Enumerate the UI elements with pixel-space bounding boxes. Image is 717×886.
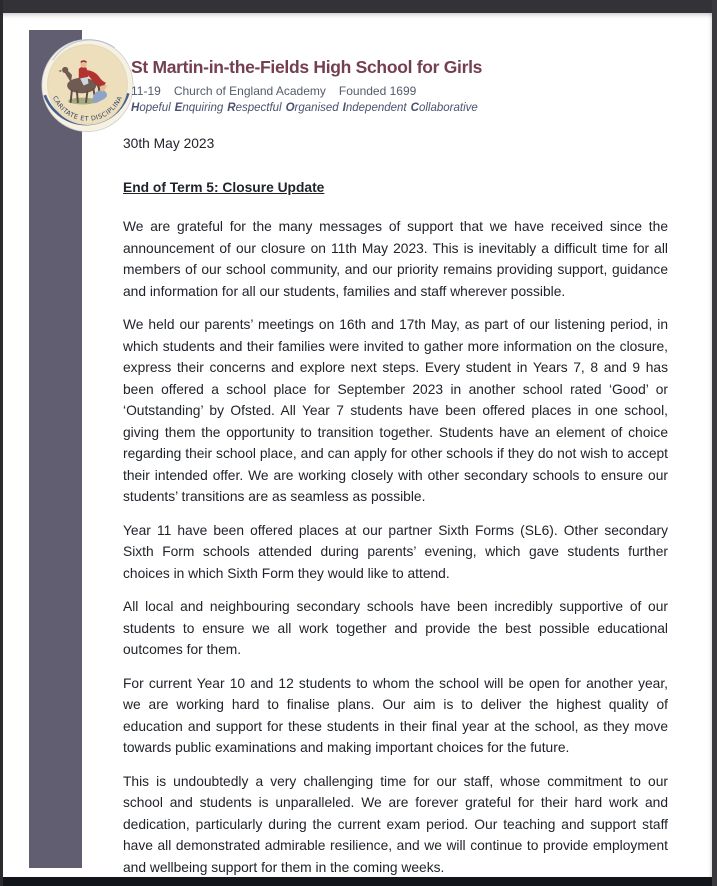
- paragraph-support-messages: We are grateful for the many messages of support that we have received since the announcement of our closure on 11th May 2023. This is inevitably a difficult time for all members of our school community, and our priority remains providing support, guidance and information for all our students, families and staff wherever possible.: [123, 219, 668, 299]
- paragraph-year10-12-plans: For current Year 10 and 12 students to whom the school will be open for another year, we are working hard to finalise plans. Our aim is to deliver the highest quality of education and support for these students in their final year at the school, as they move towards public examinations and making important choices for the future.: [123, 675, 668, 755]
- school-motto: [131, 102, 482, 114]
- paragraph-year11-sixth-forms: Year 11 have been offered places at our partner Sixth Forms (SL6). Other secondary Sixth Form schools attended during parents’ evening, which gave students further choices in which Sixth Form they would like to attend.: [123, 522, 668, 581]
- viewer-frame-bottom: [0, 877, 717, 886]
- academy-type-label: Church of England Academy: [173, 84, 326, 98]
- school-subtitle: [131, 84, 482, 98]
- crest-ring-text: CARITATE ET DISCIPLINA: [50, 94, 125, 123]
- paragraph-staff-commitment: This is undoubtedly a very challenging time for our staff, whose commitment to our school and students is unparalleled. We are forever grateful for their hard work and dedication, particularly during the current exam period. Our teaching and support staff have all demonstrated admirable resilience, and we will continue to provide employment and wellbeing support for them in the coming weeks.: [123, 773, 668, 875]
- motto-word: Collaborative: [410, 102, 478, 114]
- age-range-label: 11-19: [131, 84, 161, 98]
- paragraph-local-schools: All local and neighbouring secondary schools have been incredibly supportive of our students to ensure we all work together and provide the best possible educational outcomes for them.: [123, 599, 668, 657]
- viewer-frame-top: [0, 0, 717, 13]
- letterhead: [131, 57, 482, 114]
- viewer-frame-left: [0, 0, 3, 886]
- paragraph-parents-meetings: We held our parents’ meetings on 16th and 17th May, as part of our listening period, in which students and their families were invited to gather more information on the closure, express their concerns and explore next steps. Every student in Years 7, 8 and 9 has been offered a school place for September 2023 in another school rated ‘Good’ or ‘Outstanding’ by Ofsted. All Year 7 students have been offered places in one school, giving them the opportunity to transition together. Students have an element of choice regarding their school place, and can apply for other schools if they do not wish to accept their intended offer. We are working closely with other secondary schools to ensure our students’ transitions are as seamless as possible.: [123, 317, 668, 504]
- founded-label: Founded 1699: [338, 84, 417, 98]
- school-crest-icon: [39, 37, 136, 134]
- motto-word: Respectful: [227, 102, 282, 114]
- letter-date: 30th May 2023: [123, 136, 215, 151]
- motto-word: Enquiring: [174, 102, 224, 114]
- motto-word: Independent: [342, 102, 407, 114]
- letter-heading-text: End of Term 5: Closure Update: [123, 179, 325, 195]
- school-name: St Martin-in-the-Fields High School for Girls: [131, 57, 483, 77]
- motto-word: Organised: [285, 102, 339, 114]
- sidebar-accent-band: [29, 30, 82, 868]
- letter-heading: [123, 177, 668, 199]
- viewer-frame-right: [712, 0, 717, 886]
- motto-word: Hopeful: [131, 102, 171, 114]
- letter-body: [123, 133, 668, 878]
- letter-page: [3, 13, 712, 877]
